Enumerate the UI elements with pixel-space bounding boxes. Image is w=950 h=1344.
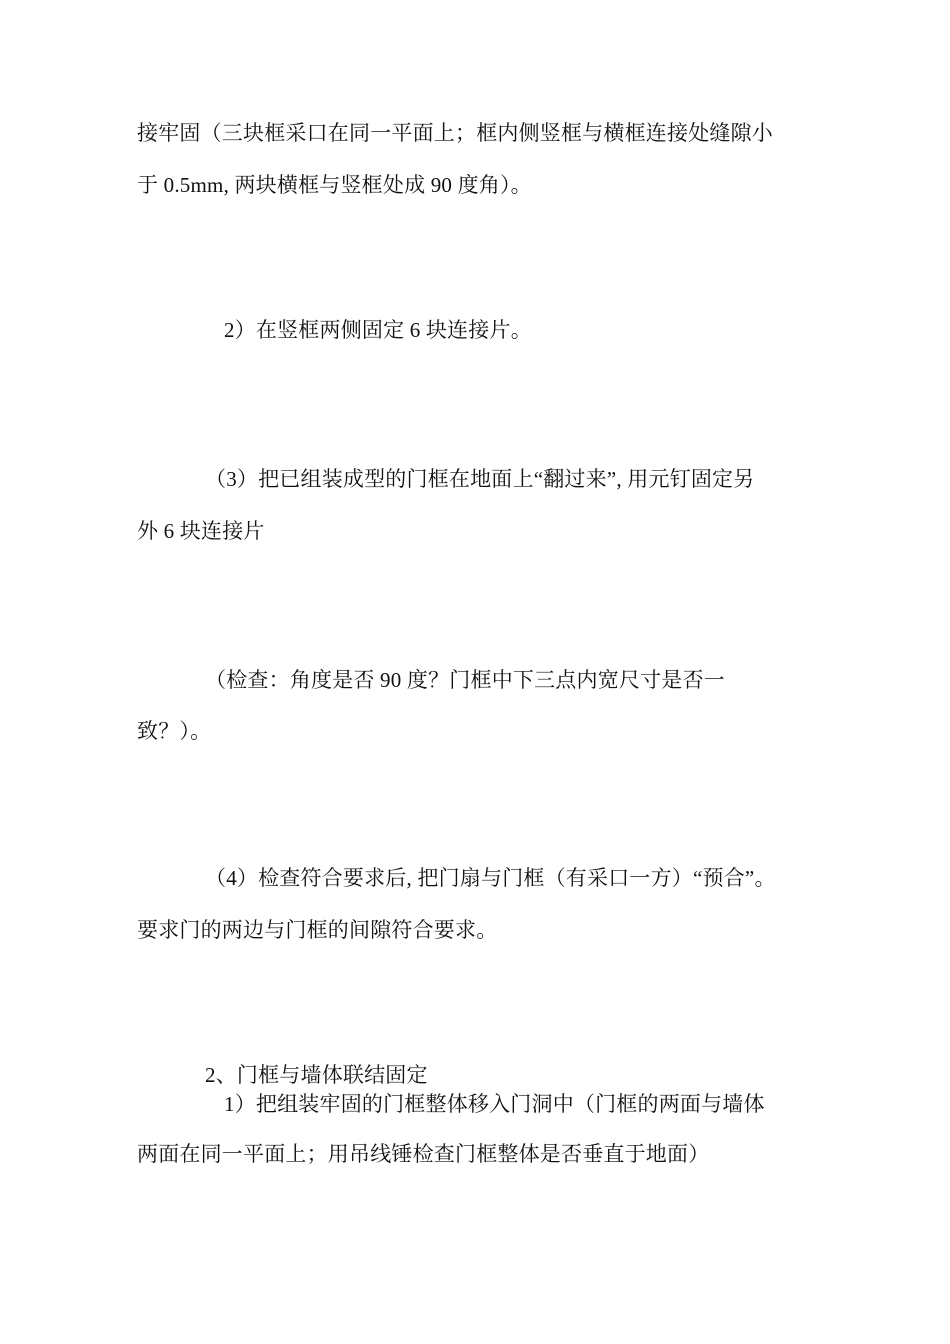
paragraph-line: 两面在同一平面上；用吊线锤检查门框整体是否垂直于地面） (137, 1142, 710, 1166)
paragraph-line: 外 6 块连接片 (137, 519, 265, 543)
paragraph-line: 要求门的两边与门框的间隙符合要求。 (137, 918, 498, 942)
paragraph-line: （检查：角度是否 90 度？门框中下三点内宽尺寸是否一 (205, 668, 725, 692)
paragraph-line: （3）把已组装成型的门框在地面上“翻过来”, 用元钉固定另 (205, 467, 755, 491)
paragraph-line: 2）在竖框两侧固定 6 块连接片。 (224, 318, 532, 342)
paragraph-line: （4）检查符合要求后, 把门扇与门框（有采口一方）“预合”。 (205, 866, 776, 890)
paragraph-line: 接牢固（三块框采口在同一平面上；框内侧竖框与横框连接处缝隙小 (137, 121, 773, 145)
section-heading: 2、门框与墙体联结固定 (205, 1063, 428, 1087)
paragraph-line: 致？）。 (137, 719, 212, 743)
paragraph-line: 于 0.5mm, 两块横框与竖框处成 90 度角）。 (137, 173, 532, 197)
paragraph-line: 1）把组装牢固的门框整体移入门洞中（门框的两面与墙体 (224, 1092, 765, 1116)
